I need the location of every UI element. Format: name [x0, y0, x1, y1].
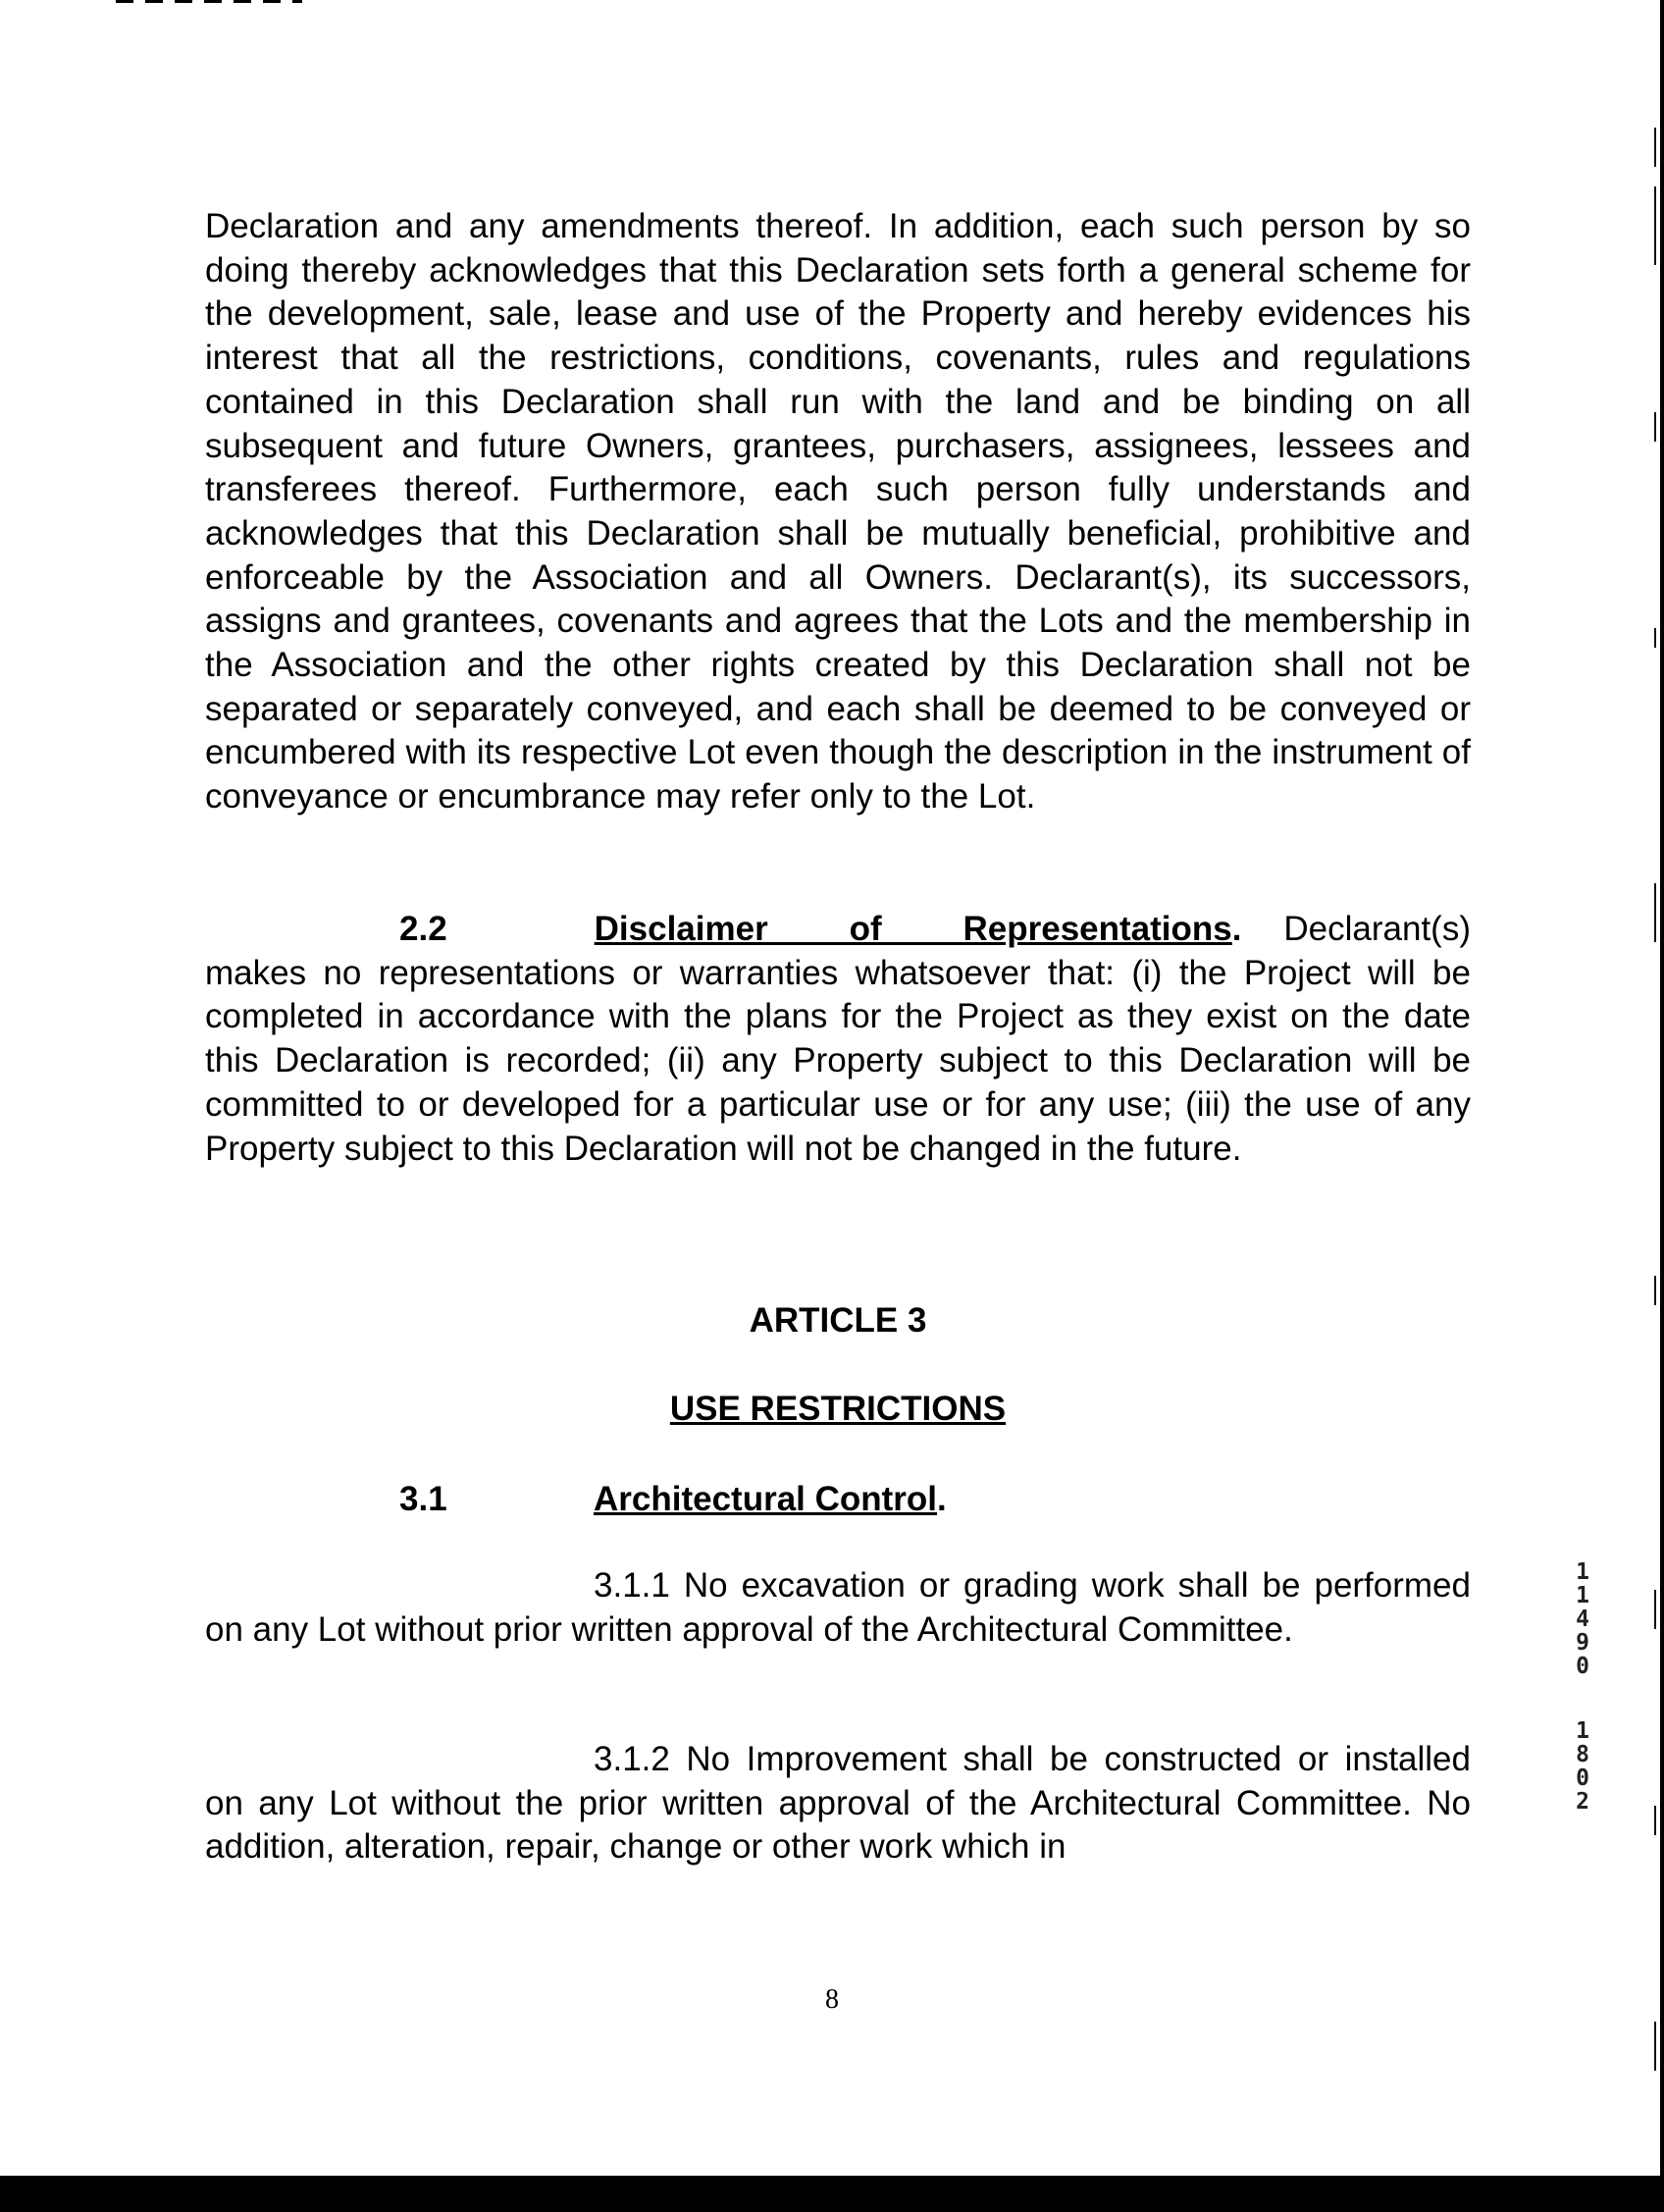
stamp-digit: 1 [1576, 1583, 1589, 1608]
scan-artifact-margin [1654, 1590, 1656, 1629]
scan-artifact-margin [1654, 628, 1656, 648]
section-number: 3.1 [399, 1480, 447, 1518]
paragraph-3-1-2 [205, 1738, 1471, 1870]
scan-artifact-margin [1654, 1276, 1656, 1305]
paragraph-number: 3.1.1 [594, 1566, 670, 1605]
stamp-digit: 2 [1576, 1789, 1589, 1815]
stamp-digit: 9 [1576, 1630, 1589, 1656]
recording-number-stamp [1568, 1560, 1597, 1814]
scan-artifact-margin [1654, 1806, 1656, 1835]
section-title-period: . [1231, 910, 1242, 948]
section-number: 2.2 [399, 910, 447, 948]
section-title: Disclaimer of Representations [594, 910, 1232, 948]
paragraph-declaration-binding [205, 205, 1471, 819]
stamp-digit: 1 [1576, 1559, 1589, 1585]
paragraph-body: No Improvement shall be constructed or installed on any Lot without the prior written approval of the Architectural Committee. No addition, alteration, repair, change or other work which in [205, 1740, 1471, 1867]
stamp-digit: 0 [1576, 1765, 1589, 1791]
stamp-digit: 8 [1576, 1742, 1589, 1767]
page-number: 8 [825, 1984, 839, 2015]
scan-edge-bottom [0, 2176, 1664, 2212]
scan-artifact-margin [1654, 412, 1656, 442]
paragraph-3-1-1 [205, 1564, 1471, 1652]
stamp-digit: 4 [1576, 1606, 1589, 1632]
paragraph-number: 3.1.2 [594, 1740, 670, 1778]
scan-artifact-margin [1654, 186, 1656, 265]
section-3-1-heading [205, 1478, 947, 1522]
stamp-digit: 1 [1576, 1718, 1589, 1744]
paragraph-body: No excavation or grading work shall be performed on any Lot without prior written approval of the Architectural Committee. [205, 1566, 1471, 1649]
article-heading: ARTICLE 3 [749, 1301, 927, 1340]
scan-artifact-margin [1654, 2022, 1656, 2071]
scan-artifact-top [116, 0, 302, 3]
stamp-digit: 0 [1576, 1654, 1589, 1679]
section-body: Declarant(s) makes no representations or warranties whatsoever that: (i) the Project will be completed in accordance with the plans for the Project as they exist on the date this Declaration is recorded; (ii) any Property subject to this Declaration will be committed to or developed for a particular use or for any use; (iii) the use of any Property subject to this Declaration will not be changed in the future. [205, 910, 1471, 1168]
section-title: Architectural Control [594, 1480, 938, 1518]
article-title: USE RESTRICTIONS [669, 1390, 1007, 1428]
section-title-period: . [937, 1480, 947, 1518]
scan-artifact-margin [1654, 128, 1656, 167]
section-2-2-paragraph [205, 908, 1471, 1171]
article-title-wrapper [205, 1390, 1471, 1429]
scan-edge-right [1660, 0, 1664, 2176]
scan-artifact-margin [1654, 883, 1656, 942]
paragraph-text: Declaration and any amendments thereof. In addition, each such person by so doing thereby acknowledges that this Declaration sets forth a general scheme for the development, sale, lease and use of the Property and hereby evidences his interest that all the restrictions, conditions, covenants, rules and regulations contained in this Declaration shall run with the land and be binding on all subsequent and future Owners, grantees, purchasers, assignees, lessees and transferees thereof. Furthermore, each such person fully understands and acknowledges that this Declaration shall be mutually beneficial, prohibitive and enforceable by the Association and all Owners. Declarant(s), its successors, assigns and grantees, covenants and agrees that the Lots and the membership in the Association and the other rights created by this Declaration shall not be separated or separately conveyed, and each shall be deemed to be conveyed or encumbered with its respective Lot even though the description in the instrument of conveyance or encumbrance may refer only to the Lot. [205, 207, 1471, 816]
